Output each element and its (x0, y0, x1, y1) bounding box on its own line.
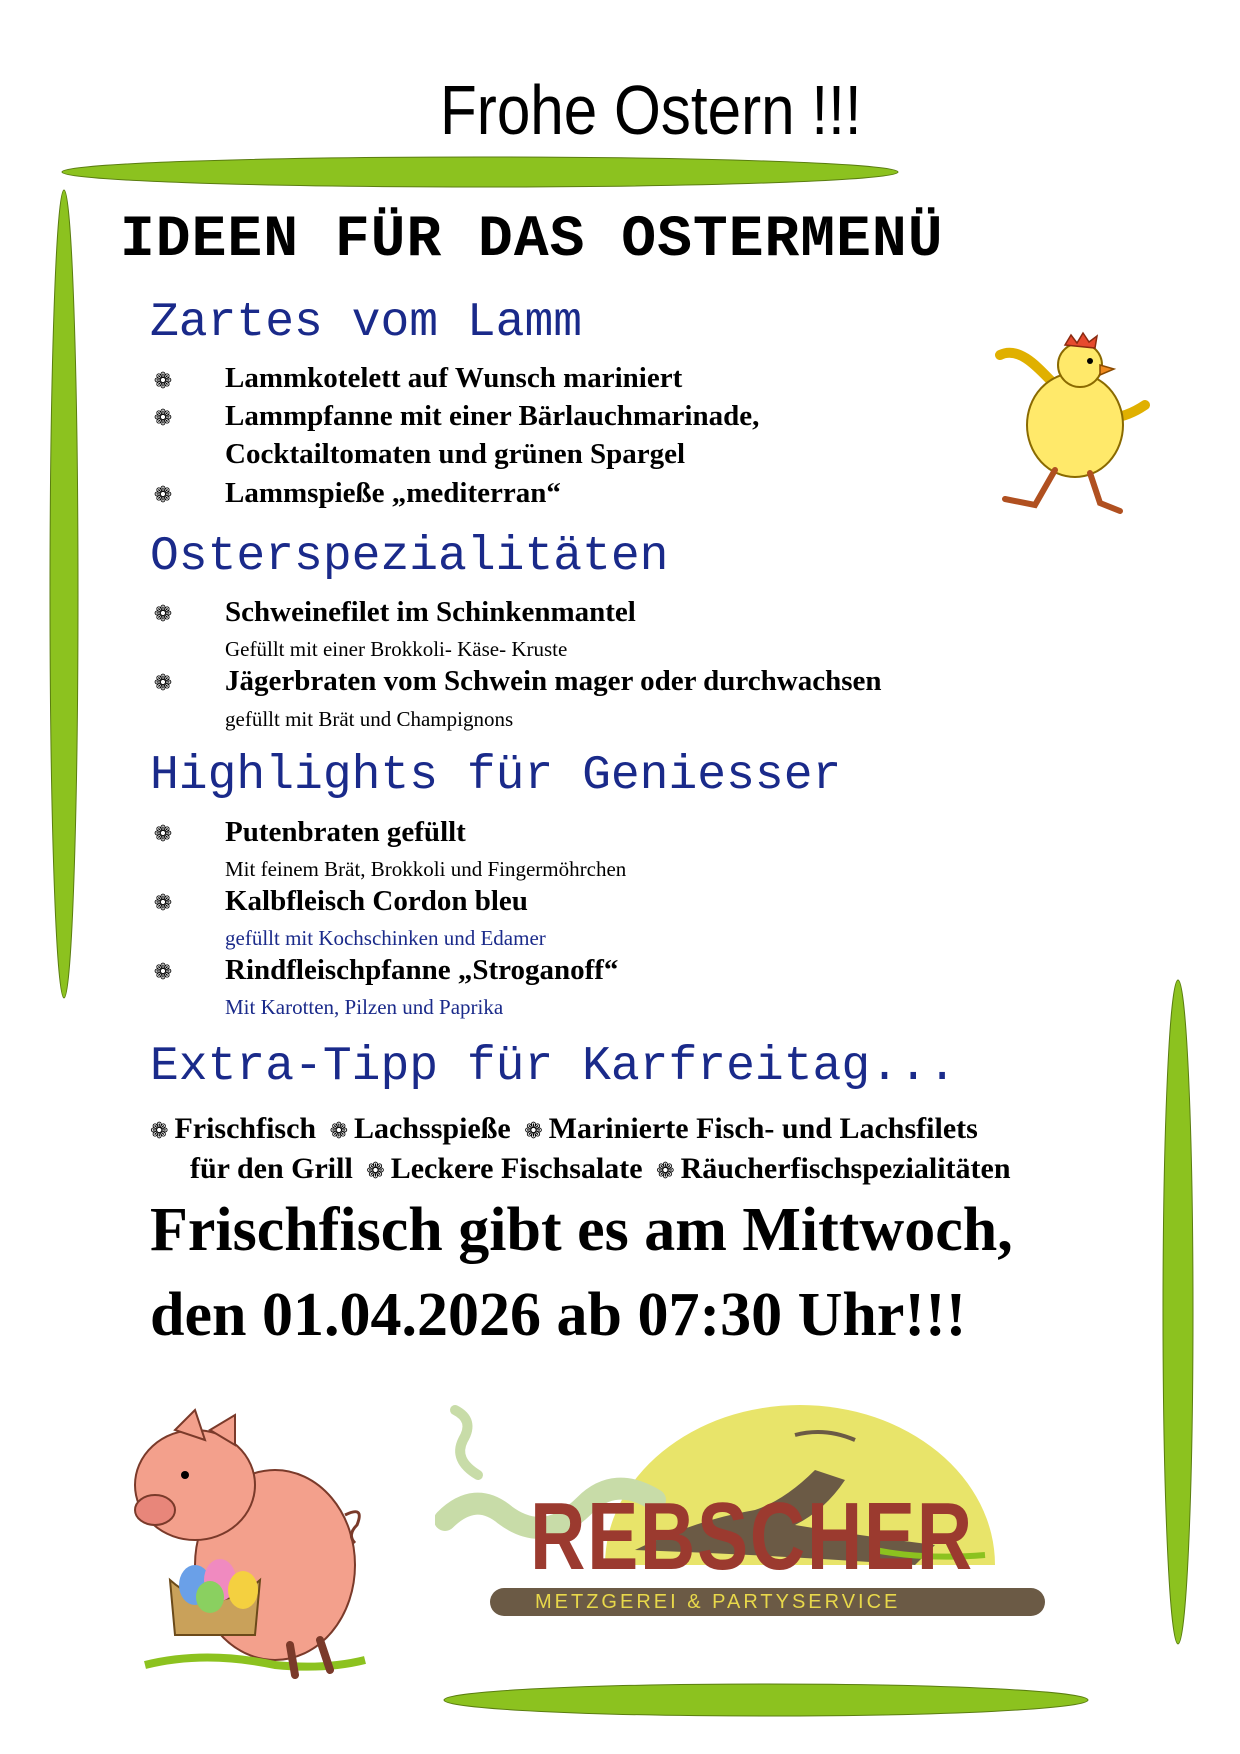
fish-item: Leckere Fischsalate (390, 1152, 643, 1185)
menu-item: Kalbfleisch Cordon bleu (225, 885, 528, 917)
menu-item-description: gefüllt mit Brät und Champignons (225, 707, 514, 731)
menu-item: Rindfleischpfanne „Stroganoff“ (225, 954, 619, 986)
flower-bullet-icon: ❁ (153, 891, 173, 916)
section-heading-lamb: Zartes vom Lamm (150, 296, 583, 350)
fresh-fish-notice-line-2: den 01.04.2026 ab 07:30 Uhr!!! (150, 1281, 967, 1349)
rebscher-logo (435, 1390, 1060, 1640)
fish-list-line-1 (150, 1112, 978, 1146)
flower-bullet-icon: ❁ (366, 1159, 385, 1184)
flower-bullet-icon: ❁ (153, 822, 173, 847)
flower-bullet-icon: ❁ (153, 483, 173, 508)
section-heading-easter-specialties: Osterspezialitäten (150, 530, 669, 584)
flower-bullet-icon: ❁ (150, 1119, 169, 1144)
flower-bullet-icon: ❁ (656, 1159, 675, 1184)
fish-item: für den Grill (190, 1152, 353, 1185)
page-title: IDEEN FÜR DAS OSTERMENÜ (120, 208, 944, 273)
fish-list-line-2 (190, 1152, 1011, 1186)
menu-item: Lammspieße „mediterran“ (225, 477, 561, 509)
flower-bullet-icon: ❁ (153, 960, 173, 985)
dancing-chicken-illustration (985, 325, 1155, 520)
menu-item-description: Mit feinem Brät, Brokkoli und Fingermöhrchen (225, 857, 627, 881)
bottom-leaf (444, 1684, 1088, 1716)
pig-with-easter-basket-illustration (115, 1405, 375, 1690)
left-leaf (50, 190, 78, 998)
fish-item: Lachsspieße (354, 1112, 511, 1145)
flower-bullet-icon: ❁ (329, 1119, 349, 1144)
right-leaf (1163, 980, 1193, 1644)
top-leaf (62, 157, 898, 187)
flower-bullet-icon: ❁ (153, 671, 173, 696)
menu-item: Lammpfanne mit einer Bärlauchmarinade, (225, 400, 760, 432)
greeting-heading: Frohe Ostern !!! (440, 71, 862, 149)
flower-bullet-icon: ❁ (153, 406, 173, 431)
menu-item-description: Mit Karotten, Pilzen und Paprika (225, 995, 504, 1019)
fresh-fish-notice-line-1: Frischfisch gibt es am Mittwoch, (150, 1196, 1013, 1264)
fish-item: Räucherfischspezialitäten (680, 1152, 1011, 1185)
flower-bullet-icon: ❁ (153, 369, 173, 394)
fish-item: Frischfisch (174, 1112, 317, 1145)
fish-item: Marinierte Fisch- und Lachsfilets (548, 1112, 978, 1145)
menu-item: Schweinefilet im Schinkenmantel (225, 596, 636, 628)
menu-item: Lammkotelett auf Wunsch mariniert (225, 362, 683, 394)
flower-bullet-icon: ❁ (153, 602, 173, 627)
menu-item: Jägerbraten vom Schwein mager oder durchwachsen (225, 665, 882, 697)
menu-item: Putenbraten gefüllt (225, 816, 466, 848)
flower-bullet-icon: ❁ (524, 1119, 543, 1144)
menu-item-description: gefüllt mit Kochschinken und Edamer (225, 926, 546, 950)
logo-brand-name: REBSCHER (530, 1483, 974, 1590)
menu-item-description: Gefüllt mit einer Brokkoli- Käse- Kruste (225, 637, 568, 661)
section-heading-extra-tip: Extra-Tipp für Karfreitag... (150, 1040, 957, 1094)
logo-tagline: METZGEREI & PARTYSERVICE (535, 1591, 901, 1613)
menu-item-continued: Cocktailtomaten und grünen Spargel (225, 438, 686, 470)
section-heading-highlights: Highlights für Geniesser (150, 749, 842, 803)
